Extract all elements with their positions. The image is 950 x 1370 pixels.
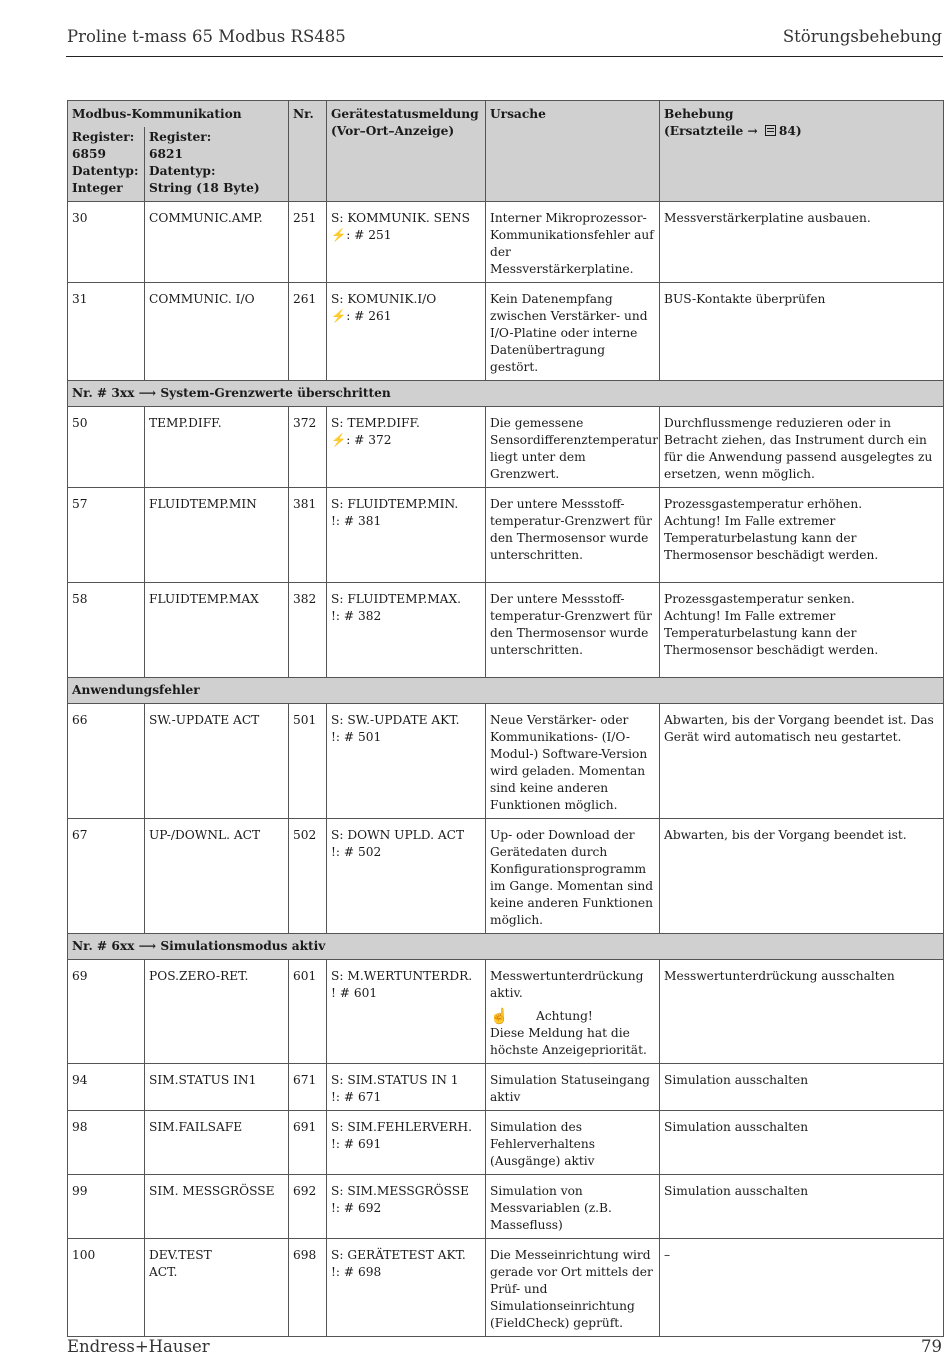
cause-cell: Der untere Messstoff-temperatur-Grenzwert für den Thermosensor wurde unterschritten. <box>486 583 660 678</box>
table-row <box>68 1239 944 1337</box>
remedy-prefix: (Ersatzteile → <box>664 124 762 138</box>
nr-cell: 502 <box>289 819 327 934</box>
register1-cell: 69 <box>68 960 145 1064</box>
register1-cell: 100 <box>68 1239 145 1337</box>
message-cell: S: SIM.MESSGRÖSSE !: # 692 <box>327 1175 486 1239</box>
section-title: Anwendungsfehler <box>68 678 944 704</box>
register2-header: Register: 6821 Datentyp: String (18 Byte) <box>145 127 289 202</box>
cause-header: Ursache <box>486 101 660 202</box>
nr-header: Nr. <box>289 101 327 202</box>
error-table <box>67 100 944 1337</box>
remedy-page: 84) <box>778 124 802 138</box>
register1-cell: 94 <box>68 1064 145 1111</box>
register2-cell: COMMUNIC. I/O <box>145 283 289 381</box>
section-row <box>68 934 944 960</box>
register2-cell: COMMUNIC.AMP. <box>145 202 289 283</box>
header-divider <box>66 56 943 57</box>
register1-cell: 99 <box>68 1175 145 1239</box>
nr-cell: 671 <box>289 1064 327 1111</box>
remedy-cell: Messwertunterdrückung ausschalten <box>660 960 944 1064</box>
message-cell: S: FLUIDTEMP.MIN. !: # 381 <box>327 488 486 583</box>
section-title: Nr. # 6xx ⟶ Simulationsmodus aktiv <box>68 934 944 960</box>
remedy-cell: Prozessgastemperatur erhöhen. Achtung! Im Falle extremer Temperaturbelastung kann der Thermosensor beschädigt werden. <box>660 488 944 583</box>
nr-cell: 601 <box>289 960 327 1064</box>
remedy-cell: Durchflussmenge reduzieren oder in Betracht ziehen, das Instrument durch ein für die Anwendung passend ausgelegtes zu ersetzen, wenn möglich. <box>660 407 944 488</box>
table-row <box>68 407 944 488</box>
register2-cell: SW.-UPDATE ACT <box>145 704 289 819</box>
warning-text: Diese Meldung hat die höchste Anzeigepriorität. <box>490 1026 647 1057</box>
warning-note <box>490 1008 655 1025</box>
cause-cell: Simulation Statuseingang aktiv <box>486 1064 660 1111</box>
modbus-header: Modbus-Kommunikation <box>68 101 289 128</box>
register2-cell: TEMP.DIFF. <box>145 407 289 488</box>
nr-cell: 381 <box>289 488 327 583</box>
register1-cell: 57 <box>68 488 145 583</box>
message-cell: S: DOWN UPLD. ACT !: # 502 <box>327 819 486 934</box>
message-cell: S: KOMMUNIK. SENS ⚡: # 251 <box>327 202 486 283</box>
register1-cell: 58 <box>68 583 145 678</box>
message-header: Gerätestatusmeldung (Vor–Ort–Anzeige) <box>327 101 486 202</box>
table-body <box>68 202 944 1337</box>
warning-title: Achtung! <box>536 1009 593 1023</box>
cause-cell <box>486 960 660 1064</box>
section-row <box>68 381 944 407</box>
remedy-cell: Simulation ausschalten <box>660 1064 944 1111</box>
cause-cell: Interner Mikroprozessor-Kommunikationsfehler auf der Messverstärkerplatine. <box>486 202 660 283</box>
section-row <box>68 678 944 704</box>
nr-cell: 372 <box>289 407 327 488</box>
table-header <box>68 101 944 202</box>
register2-cell: SIM.FAILSAFE <box>145 1111 289 1175</box>
table-row <box>68 819 944 934</box>
message-cell: S: GERÄTETEST AKT. !: # 698 <box>327 1239 486 1337</box>
message-cell: S: KOMUNIK.I/O ⚡: # 261 <box>327 283 486 381</box>
register2-cell: FLUIDTEMP.MAX <box>145 583 289 678</box>
cause-text: Messwertunterdrückung aktiv. <box>490 969 644 1000</box>
register1-cell: 67 <box>68 819 145 934</box>
remedy-cell: Abwarten, bis der Vorgang beendet ist. <box>660 819 944 934</box>
remedy-cell: – <box>660 1239 944 1337</box>
remedy-header <box>660 101 944 202</box>
nr-cell: 698 <box>289 1239 327 1337</box>
remedy-cell: Abwarten, bis der Vorgang beendet ist. Das Gerät wird automatisch neu gestartet. <box>660 704 944 819</box>
cause-cell: Der untere Messstoff-temperatur-Grenzwert für den Thermosensor wurde unterschritten. <box>486 488 660 583</box>
register1-cell: 31 <box>68 283 145 381</box>
message-cell: S: FLUIDTEMP.MAX. !: # 382 <box>327 583 486 678</box>
document-title: Proline t-mass 65 Modbus RS485 <box>67 27 346 46</box>
cause-cell: Up- oder Download der Gerätedaten durch Konfigurationsprogramm im Gange. Momentan sind keine anderen Funktionen möglich. <box>486 819 660 934</box>
register2-cell: UP-/DOWNL. ACT <box>145 819 289 934</box>
message-cell: S: SW.-UPDATE AKT. !: # 501 <box>327 704 486 819</box>
register1-cell: 98 <box>68 1111 145 1175</box>
nr-cell: 251 <box>289 202 327 283</box>
nr-cell: 691 <box>289 1111 327 1175</box>
nr-cell: 261 <box>289 283 327 381</box>
section-title: Nr. # 3xx ⟶ System-Grenzwerte überschritten <box>68 381 944 407</box>
register2-cell: FLUIDTEMP.MIN <box>145 488 289 583</box>
cause-cell: Neue Verstärker- oder Kommunikations- (I/O-Modul-) Software-Version wird geladen. Momentan sind keine anderen Funktionen möglich. <box>486 704 660 819</box>
hand-pointer-icon: ☝ <box>490 1007 509 1025</box>
table-row <box>68 704 944 819</box>
cause-cell: Kein Datenempfang zwischen Verstärker- und I/O-Platine oder interne Datenübertragung gestört. <box>486 283 660 381</box>
message-cell: S: TEMP.DIFF. ⚡: # 372 <box>327 407 486 488</box>
table-row <box>68 583 944 678</box>
register1-header: Register: 6859 Datentyp: Integer <box>68 127 145 202</box>
register1-cell: 66 <box>68 704 145 819</box>
remedy-cell: BUS-Kontakte überprüfen <box>660 283 944 381</box>
cause-cell: Simulation des Fehlerverhaltens (Ausgänge) aktiv <box>486 1111 660 1175</box>
register2-cell: DEV.TEST ACT. <box>145 1239 289 1337</box>
cause-cell: Die Messeinrichtung wird gerade vor Ort mittels der Prüf- und Simulationseinrichtung (FieldCheck) geprüft. <box>486 1239 660 1337</box>
nr-cell: 501 <box>289 704 327 819</box>
table-row <box>68 1175 944 1239</box>
table-row <box>68 488 944 583</box>
page-reference-icon <box>765 125 776 136</box>
table-row <box>68 1111 944 1175</box>
nr-cell: 692 <box>289 1175 327 1239</box>
message-cell: S: SIM.FEHLERVERH. !: # 691 <box>327 1111 486 1175</box>
remedy-title: Behebung <box>664 107 734 121</box>
remedy-cell: Simulation ausschalten <box>660 1175 944 1239</box>
register2-cell: POS.ZERO-RET. <box>145 960 289 1064</box>
cause-cell: Simulation von Messvariablen (z.B. Massefluss) <box>486 1175 660 1239</box>
remedy-cell: Prozessgastemperatur senken. Achtung! Im Falle extremer Temperaturbelastung kann der Thermosensor beschädigt werden. <box>660 583 944 678</box>
message-cell: S: SIM.STATUS IN 1 !: # 671 <box>327 1064 486 1111</box>
register1-cell: 30 <box>68 202 145 283</box>
remedy-cell: Messverstärkerplatine ausbauen. <box>660 202 944 283</box>
message-cell: S: M.WERTUNTERDR. ! # 601 <box>327 960 486 1064</box>
remedy-cell: Simulation ausschalten <box>660 1111 944 1175</box>
nr-cell: 382 <box>289 583 327 678</box>
register2-cell: SIM. MESSGRÖSSE <box>145 1175 289 1239</box>
table-row <box>68 960 944 1064</box>
cause-cell: Die gemessene Sensordifferenztemperatur liegt unter dem Grenzwert. <box>486 407 660 488</box>
register1-cell: 50 <box>68 407 145 488</box>
table-row <box>68 283 944 381</box>
page-number: 79 <box>921 1337 942 1356</box>
table-row <box>68 1064 944 1111</box>
section-title: Störungsbehebung <box>782 27 942 46</box>
register2-cell: SIM.STATUS IN1 <box>145 1064 289 1111</box>
brand-footer: Endress+Hauser <box>67 1337 210 1356</box>
table-row <box>68 202 944 283</box>
